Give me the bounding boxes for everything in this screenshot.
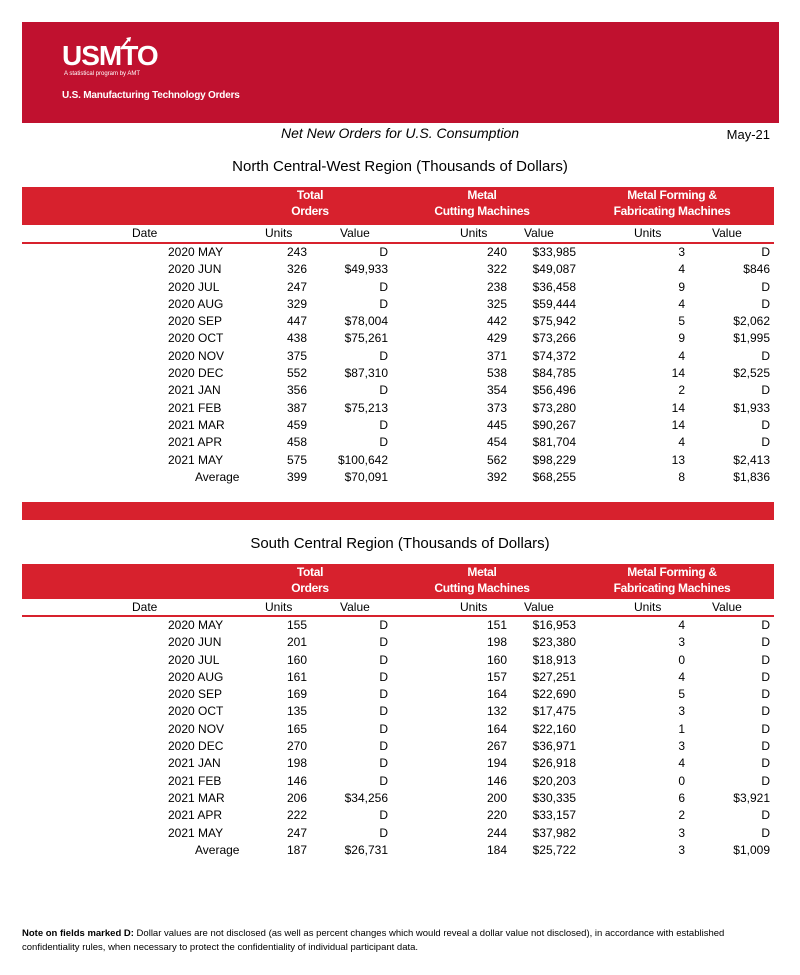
forming-value-cell: $2,413 — [733, 452, 770, 467]
forming-value-cell: D — [761, 279, 770, 294]
col-total-value: Value — [340, 600, 370, 614]
cutting-units-cell: 267 — [486, 739, 507, 754]
total-value-cell: D — [379, 383, 388, 398]
cutting-value-cell: $33,985 — [532, 245, 576, 259]
group-label-line: Total — [296, 188, 324, 202]
forming-value-cell: D — [761, 417, 770, 432]
footnote — [22, 927, 762, 955]
total-value-cell: D — [379, 652, 388, 667]
table-row — [0, 400, 800, 417]
forming-units-cell: 14 — [671, 400, 685, 415]
cutting-units-cell: 194 — [486, 756, 507, 771]
total-units-cell: 375 — [286, 348, 307, 363]
total-value-cell: D — [379, 245, 388, 259]
forming-value-cell: D — [761, 435, 770, 450]
group-label-line: Total — [296, 565, 324, 579]
col-cutting-units: Units — [460, 600, 488, 614]
total-units-cell: 155 — [286, 618, 307, 632]
cutting-value-cell: $81,704 — [532, 435, 576, 450]
cutting-units-cell: 132 — [486, 704, 507, 719]
total-value-cell: D — [379, 739, 388, 754]
cutting-value-cell: $30,335 — [532, 790, 576, 805]
forming-units-cell: 0 — [678, 773, 685, 788]
forming-value-cell: D — [761, 825, 770, 840]
total-value-cell: D — [379, 721, 388, 736]
region-title: South Central Region (Thousands of Dollars) — [250, 535, 550, 552]
table-row — [0, 790, 800, 807]
col-cutting-value: Value — [524, 226, 554, 240]
table-row — [0, 686, 800, 703]
total-units-cell: 201 — [286, 635, 307, 650]
cutting-value-cell: $23,380 — [532, 635, 576, 650]
cutting-value-cell: $20,203 — [532, 773, 576, 788]
forming-value-cell: D — [761, 773, 770, 788]
table-row — [0, 807, 800, 824]
cutting-value-cell: $26,918 — [532, 756, 576, 771]
col-cutting-value: Value — [524, 600, 554, 614]
table-row — [0, 330, 800, 347]
total-value-cell: D — [379, 704, 388, 719]
total-value-cell: D — [379, 618, 388, 632]
date-cell: 2021 MAY — [168, 825, 224, 840]
total-units-cell: 165 — [286, 721, 307, 736]
table-row — [0, 721, 800, 738]
up-arrow-icon — [119, 36, 133, 50]
group-label-line: Metal — [467, 188, 497, 202]
date-cell: 2020 SEP — [168, 314, 223, 329]
forming-value-cell: $1,995 — [733, 331, 770, 346]
cutting-value-cell: $49,087 — [532, 262, 576, 277]
forming-units-cell: 4 — [678, 669, 685, 684]
table-row — [0, 452, 800, 469]
cutting-value-cell: $59,444 — [532, 296, 576, 311]
forming-units-cell: 13 — [671, 452, 685, 467]
cutting-units-cell: 322 — [486, 262, 507, 277]
cutting-units-cell: 184 — [486, 842, 507, 857]
forming-units-cell: 14 — [671, 417, 685, 432]
column-header-row — [22, 225, 774, 242]
cutting-value-cell: $68,255 — [532, 469, 576, 484]
section-divider — [22, 502, 774, 520]
banner-subtitle: U.S. Manufacturing Technology Orders — [62, 90, 240, 101]
cutting-units-cell: 200 — [486, 790, 507, 805]
total-value-cell: D — [379, 808, 388, 823]
col-cutting-units: Units — [460, 226, 488, 240]
date-cell: 2021 MAY — [168, 452, 224, 467]
date-cell: 2020 MAY — [168, 618, 224, 632]
total-units-cell: 575 — [286, 452, 307, 467]
table-row — [0, 382, 800, 399]
report-title: Net New Orders for U.S. Consumption — [280, 125, 520, 141]
group-label-line: Fabricating Machines — [613, 581, 731, 595]
cutting-units-cell: 157 — [486, 669, 507, 684]
group-metal-cutting — [402, 564, 562, 596]
cutting-units-cell: 454 — [486, 435, 507, 450]
date-cell: 2020 JUL — [168, 652, 220, 667]
forming-value-cell: D — [761, 635, 770, 650]
col-date: Date — [132, 600, 158, 614]
forming-units-cell: 3 — [678, 245, 685, 259]
group-total-orders — [240, 564, 380, 596]
cutting-value-cell: $25,722 — [532, 842, 576, 857]
table-row — [0, 313, 800, 330]
group-label-line: Metal Forming & — [627, 565, 717, 579]
cutting-value-cell: $73,266 — [532, 331, 576, 346]
col-date: Date — [132, 226, 158, 240]
cutting-units-cell: 371 — [486, 348, 507, 363]
total-units-cell: 387 — [286, 400, 307, 415]
date-cell: 2020 DEC — [168, 366, 224, 381]
date-cell: 2020 JUN — [168, 635, 222, 650]
forming-units-cell: 4 — [678, 756, 685, 771]
date-cell: 2020 MAY — [168, 245, 224, 259]
table-body — [0, 244, 800, 486]
table-row — [0, 244, 800, 261]
cutting-units-cell: 373 — [486, 400, 507, 415]
total-value-cell: D — [379, 825, 388, 840]
cutting-units-cell: 538 — [486, 366, 507, 381]
logo-tagline: A statistical program by AMT — [64, 71, 141, 77]
cutting-units-cell: 160 — [486, 652, 507, 667]
total-value-cell: D — [379, 435, 388, 450]
cutting-value-cell: $36,971 — [532, 739, 576, 754]
cutting-units-cell: 164 — [486, 721, 507, 736]
forming-units-cell: 0 — [678, 652, 685, 667]
cutting-units-cell: 146 — [486, 773, 507, 788]
report-date: May-21 — [726, 127, 770, 142]
table-row — [0, 279, 800, 296]
date-cell: 2020 JUN — [168, 262, 222, 277]
table-row — [0, 669, 800, 686]
cutting-units-cell: 164 — [486, 687, 507, 702]
cutting-units-cell: 562 — [486, 452, 507, 467]
cutting-units-cell: 151 — [486, 618, 507, 632]
total-units-cell: 160 — [286, 652, 307, 667]
date-cell: 2020 OCT — [168, 704, 224, 719]
date-cell: 2020 JUL — [168, 279, 220, 294]
total-value-cell: $78,004 — [344, 314, 388, 329]
table-row — [0, 825, 800, 842]
date-cell: 2021 MAR — [168, 790, 225, 805]
total-units-cell: 247 — [286, 825, 307, 840]
group-label-line: Orders — [291, 204, 329, 218]
date-cell: 2020 AUG — [168, 296, 224, 311]
total-value-cell: $70,091 — [344, 469, 388, 484]
region-title: North Central-West Region (Thousands of Dollars) — [232, 158, 568, 175]
cutting-value-cell: $74,372 — [532, 348, 576, 363]
cutting-value-cell: $17,475 — [532, 704, 576, 719]
forming-units-cell: 1 — [678, 721, 685, 736]
cutting-value-cell: $22,160 — [532, 721, 576, 736]
group-label-line: Cutting Machines — [434, 581, 530, 595]
forming-units-cell: 3 — [678, 825, 685, 840]
col-forming-value: Value — [712, 600, 742, 614]
forming-units-cell: 14 — [671, 366, 685, 381]
column-header-row — [22, 599, 774, 616]
total-units-cell: 438 — [286, 331, 307, 346]
group-label-line: Fabricating Machines — [613, 204, 731, 218]
cutting-value-cell: $84,785 — [532, 366, 576, 381]
col-forming-value: Value — [712, 226, 742, 240]
date-cell: 2020 OCT — [168, 331, 224, 346]
forming-units-cell: 9 — [678, 279, 685, 294]
total-units-cell: 552 — [286, 366, 307, 381]
usmto-logo — [62, 42, 158, 77]
table-row — [0, 755, 800, 772]
total-value-cell: D — [379, 417, 388, 432]
total-units-cell: 243 — [286, 245, 307, 259]
cutting-value-cell: $36,458 — [532, 279, 576, 294]
table-row — [0, 261, 800, 278]
group-label-line: Orders — [291, 581, 329, 595]
table-body — [0, 617, 800, 859]
total-units-cell: 459 — [286, 417, 307, 432]
forming-value-cell: D — [761, 348, 770, 363]
forming-value-cell: D — [761, 808, 770, 823]
total-units-cell: 161 — [286, 669, 307, 684]
table-row — [0, 365, 800, 382]
forming-units-cell: 8 — [678, 469, 685, 484]
total-units-cell: 135 — [286, 704, 307, 719]
forming-value-cell: D — [761, 618, 770, 632]
date-cell: 2020 SEP — [168, 687, 223, 702]
average-row — [0, 469, 800, 486]
total-units-cell: 356 — [286, 383, 307, 398]
date-cell: 2020 DEC — [168, 739, 224, 754]
group-label-line: Metal Forming & — [627, 188, 717, 202]
cutting-units-cell: 392 — [486, 469, 507, 484]
total-units-cell: 169 — [286, 687, 307, 702]
cutting-value-cell: $22,690 — [532, 687, 576, 702]
cutting-units-cell: 220 — [486, 808, 507, 823]
cutting-units-cell: 240 — [486, 245, 507, 259]
date-cell: Average — [195, 469, 240, 484]
col-forming-units: Units — [634, 226, 662, 240]
average-row — [0, 842, 800, 859]
total-value-cell: D — [379, 773, 388, 788]
forming-value-cell: $1,009 — [733, 842, 770, 857]
table-row — [0, 652, 800, 669]
table-row — [0, 703, 800, 720]
cutting-value-cell: $33,157 — [532, 808, 576, 823]
date-cell: 2020 AUG — [168, 669, 224, 684]
forming-value-cell: $2,062 — [733, 314, 770, 329]
cutting-units-cell: 325 — [486, 296, 507, 311]
forming-units-cell: 4 — [678, 262, 685, 277]
total-units-cell: 198 — [286, 756, 307, 771]
cutting-value-cell: $75,942 — [532, 314, 576, 329]
total-units-cell: 458 — [286, 435, 307, 450]
forming-units-cell: 9 — [678, 331, 685, 346]
total-value-cell: D — [379, 348, 388, 363]
total-value-cell: D — [379, 687, 388, 702]
group-metal-cutting — [402, 187, 562, 219]
total-value-cell: $75,261 — [344, 331, 388, 346]
forming-units-cell: 3 — [678, 635, 685, 650]
total-value-cell: D — [379, 756, 388, 771]
group-metal-forming — [592, 564, 752, 596]
forming-value-cell: $2,525 — [733, 366, 770, 381]
date-cell: Average — [195, 842, 240, 857]
total-units-cell: 247 — [286, 279, 307, 294]
table-row — [0, 617, 800, 634]
date-cell: 2020 NOV — [168, 721, 225, 736]
footnote-label: Note on fields marked D: — [22, 928, 134, 939]
forming-value-cell: D — [761, 756, 770, 771]
cutting-units-cell: 354 — [486, 383, 507, 398]
forming-value-cell: D — [761, 245, 770, 259]
forming-units-cell: 4 — [678, 348, 685, 363]
total-units-cell: 326 — [286, 262, 307, 277]
forming-value-cell: $846 — [743, 262, 770, 277]
forming-units-cell: 5 — [678, 687, 685, 702]
total-units-cell: 399 — [286, 469, 307, 484]
forming-value-cell: D — [761, 383, 770, 398]
cutting-value-cell: $18,913 — [532, 652, 576, 667]
date-cell: 2021 MAR — [168, 417, 225, 432]
forming-value-cell: D — [761, 669, 770, 684]
cutting-units-cell: 244 — [486, 825, 507, 840]
forming-value-cell: D — [761, 739, 770, 754]
forming-value-cell: D — [761, 721, 770, 736]
cutting-units-cell: 442 — [486, 314, 507, 329]
cutting-value-cell: $98,229 — [532, 452, 576, 467]
group-total-orders — [240, 187, 380, 219]
total-units-cell: 146 — [286, 773, 307, 788]
total-value-cell: D — [379, 296, 388, 311]
total-value-cell: $87,310 — [344, 366, 388, 381]
date-cell: 2021 JAN — [168, 756, 221, 771]
table-row — [0, 296, 800, 313]
total-units-cell: 187 — [286, 842, 307, 857]
forming-units-cell: 2 — [678, 383, 685, 398]
forming-value-cell: $3,921 — [733, 790, 770, 805]
cutting-units-cell: 445 — [486, 417, 507, 432]
total-value-cell: $26,731 — [344, 842, 388, 857]
forming-value-cell: D — [761, 296, 770, 311]
cutting-value-cell: $16,953 — [532, 618, 576, 632]
total-units-cell: 206 — [286, 790, 307, 805]
table-row — [0, 434, 800, 451]
group-metal-forming — [592, 187, 752, 219]
forming-units-cell: 4 — [678, 296, 685, 311]
forming-units-cell: 3 — [678, 704, 685, 719]
cutting-value-cell: $37,982 — [532, 825, 576, 840]
col-total-value: Value — [340, 226, 370, 240]
cutting-units-cell: 238 — [486, 279, 507, 294]
forming-value-cell: D — [761, 652, 770, 667]
table-row — [0, 348, 800, 365]
total-value-cell: D — [379, 279, 388, 294]
total-units-cell: 447 — [286, 314, 307, 329]
table-group-header — [22, 187, 774, 225]
forming-value-cell: D — [761, 687, 770, 702]
table-row — [0, 417, 800, 434]
forming-units-cell: 3 — [678, 842, 685, 857]
cutting-value-cell: $27,251 — [532, 669, 576, 684]
total-value-cell: $100,642 — [337, 452, 388, 467]
forming-value-cell: $1,836 — [733, 469, 770, 484]
total-value-cell: $34,256 — [344, 790, 388, 805]
cutting-units-cell: 429 — [486, 331, 507, 346]
total-value-cell: D — [379, 635, 388, 650]
date-cell: 2021 JAN — [168, 383, 221, 398]
group-label-line: Metal — [467, 565, 497, 579]
header-banner — [22, 22, 779, 123]
date-cell: 2021 FEB — [168, 400, 222, 415]
total-units-cell: 222 — [286, 808, 307, 823]
date-cell: 2020 NOV — [168, 348, 225, 363]
forming-value-cell: D — [761, 704, 770, 719]
cutting-value-cell: $90,267 — [532, 417, 576, 432]
logo-wordmark: USMTO — [62, 40, 158, 71]
col-total-units: Units — [265, 226, 293, 240]
cutting-value-cell: $56,496 — [532, 383, 576, 398]
forming-units-cell: 6 — [678, 790, 685, 805]
total-value-cell: $49,933 — [344, 262, 388, 277]
forming-units-cell: 4 — [678, 435, 685, 450]
footnote-text: Dollar values are not disclosed (as well as percent changes which would reveal a dollar value not disclosed), in accordance with established confidentiality rules, when necessary to protect the confidentiality of individual participant data. — [22, 928, 725, 953]
cutting-value-cell: $73,280 — [532, 400, 576, 415]
date-cell: 2021 APR — [168, 435, 223, 450]
forming-value-cell: $1,933 — [733, 400, 770, 415]
forming-units-cell: 3 — [678, 739, 685, 754]
total-units-cell: 329 — [286, 296, 307, 311]
forming-units-cell: 2 — [678, 808, 685, 823]
group-label-line: Cutting Machines — [434, 204, 530, 218]
forming-units-cell: 5 — [678, 314, 685, 329]
table-row — [0, 738, 800, 755]
table-row — [0, 773, 800, 790]
total-value-cell: $75,213 — [344, 400, 388, 415]
col-forming-units: Units — [634, 600, 662, 614]
total-value-cell: D — [379, 669, 388, 684]
date-cell: 2021 APR — [168, 808, 223, 823]
total-units-cell: 270 — [286, 739, 307, 754]
cutting-units-cell: 198 — [486, 635, 507, 650]
col-total-units: Units — [265, 600, 293, 614]
forming-units-cell: 4 — [678, 618, 685, 632]
table-group-header — [22, 564, 774, 602]
table-row — [0, 634, 800, 651]
date-cell: 2021 FEB — [168, 773, 222, 788]
